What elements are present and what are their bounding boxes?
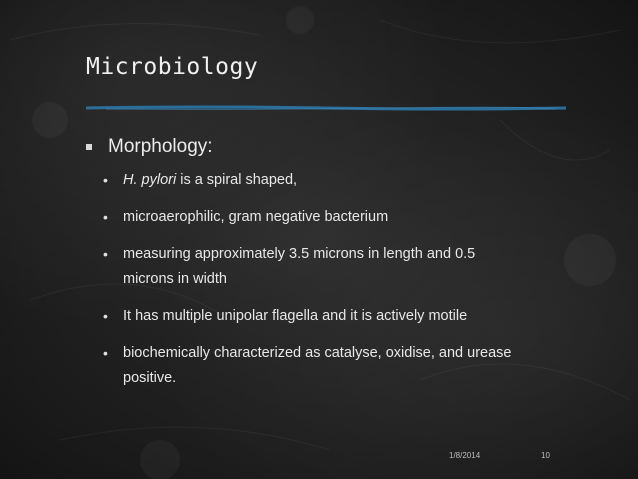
square-bullet-icon [86, 144, 92, 150]
bullet-dot-icon: • [103, 172, 108, 188]
bullet-text: is a spiral shaped, [176, 172, 298, 188]
bullet-item [103, 205, 523, 230]
bullet-text: biochemically characterized as catalyse, oxidise, and urease positive. [123, 345, 512, 386]
page-number: 10 [541, 451, 550, 460]
slide-title: Microbiology [86, 54, 259, 80]
morphology-label: Morphology: [108, 136, 213, 157]
bullet-italic-text: H. pylori [123, 172, 177, 188]
bullet-text: It has multiple unipolar flagella and it is actively motile [123, 308, 468, 324]
bullet-dot-icon: • [103, 308, 108, 324]
bullet-item [103, 341, 523, 391]
bullet-item [103, 168, 523, 193]
bullet-text: measuring approximately 3.5 microns in length and 0.5 microns in width [123, 246, 476, 287]
bullet-item [103, 304, 523, 329]
bullet-item [103, 242, 523, 292]
morphology-heading [86, 136, 213, 158]
bullet-dot-icon: • [103, 209, 108, 225]
footer-date: 1/8/2014 [449, 451, 481, 460]
title-underline [86, 104, 566, 112]
bullet-dot-icon: • [103, 246, 108, 262]
bullet-list [103, 168, 523, 403]
bullet-dot-icon: • [103, 345, 108, 361]
bullet-text: microaerophilic, gram negative bacterium [123, 209, 389, 225]
